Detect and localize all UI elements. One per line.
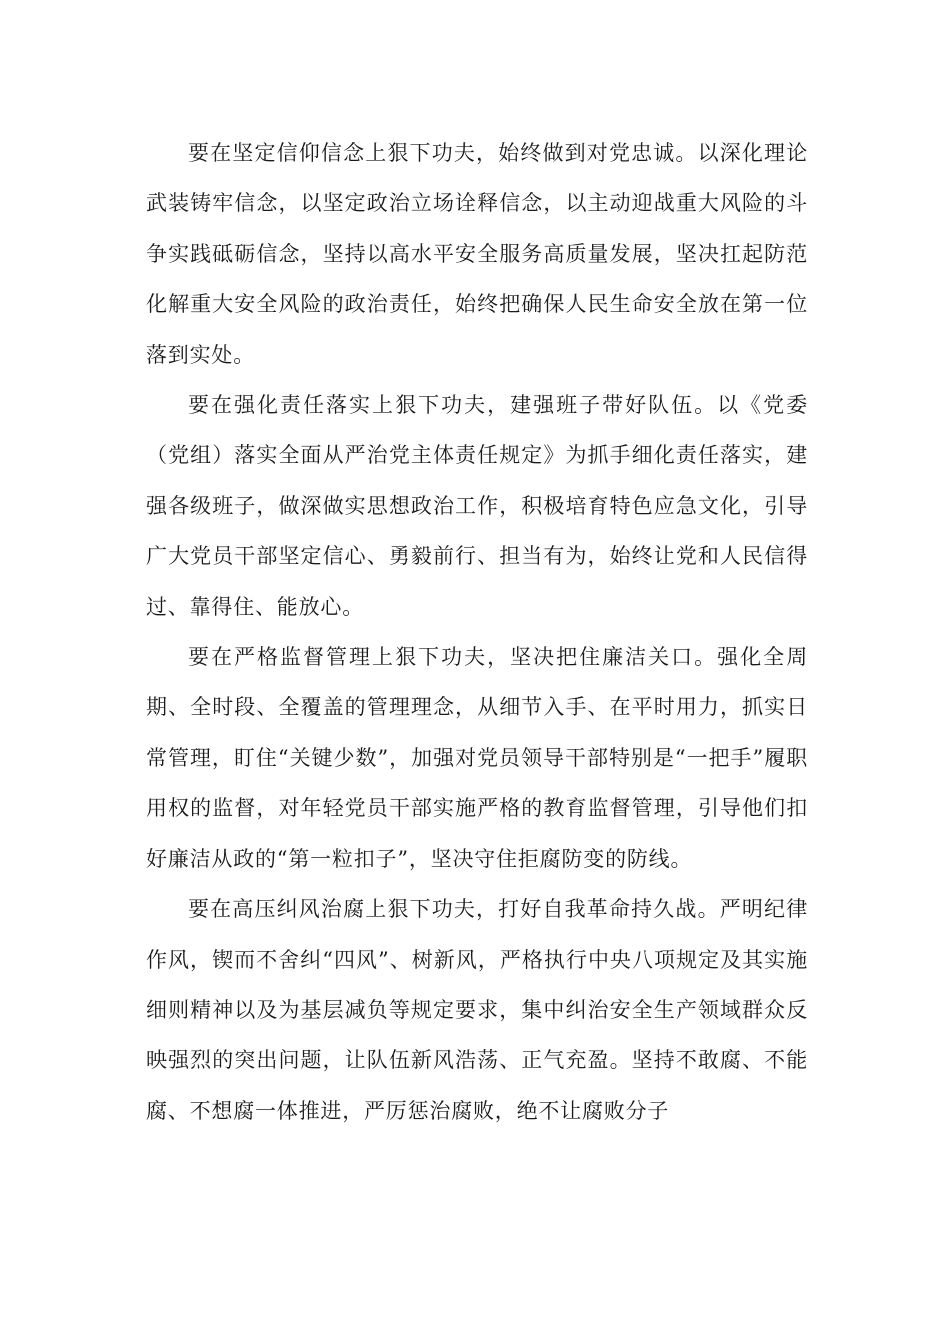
paragraph-anti-corruption: 要在高压纠风治腐上狠下功夫，打好自我革命持久战。严明纪律作风，锲而不舍纠“四风”、树新风，严格执行中央八项规定及其实施细则精神以及为基层减负等规定要求，集中纠治安全生产领域群众反映强烈的突出问题，让队伍新风浩荡、正气充盈。坚持不敢腐、不能腐、不想腐一体推进，严厉惩治腐败，绝不让腐败分子 [146, 897, 808, 1123]
paragraph-responsibility: 要在强化责任落实上狠下功夫，建强班子带好队伍。以《党委（党组）落实全面从严治党主体责任规定》为抓手细化责任落实，建强各级班子，做深做实思想政治工作，积极培育特色应急文化，引导广大党员干部坚定信心、勇毅前行、担当有为，始终让党和人民信得过、靠得住、能放心。 [146, 393, 808, 619]
document-body [146, 128, 808, 1136]
paragraph-supervision: 要在严格监督管理上狠下功夫，坚决把住廉洁关口。强化全周期、全时段、全覆盖的管理理念，从细节入手、在平时用力，抓实日常管理，盯住“关键少数”，加强对党员领导干部特别是“一把手”履职用权的监督，对年轻党员干部实施严格的教育监督管理，引导他们扣好廉洁从政的“第一粒扣子”，坚决守住拒腐防变的防线。 [146, 645, 808, 871]
paragraph-loyalty: 要在坚定信仰信念上狠下功夫，始终做到对党忠诚。以深化理论武装铸牢信念，以坚定政治立场诠释信念，以主动迎战重大风险的斗争实践砥砺信念，坚持以高水平安全服务高质量发展，坚决扛起防范化解重大安全风险的政治责任，始终把确保人民生命安全放在第一位落到实处。 [146, 141, 808, 367]
